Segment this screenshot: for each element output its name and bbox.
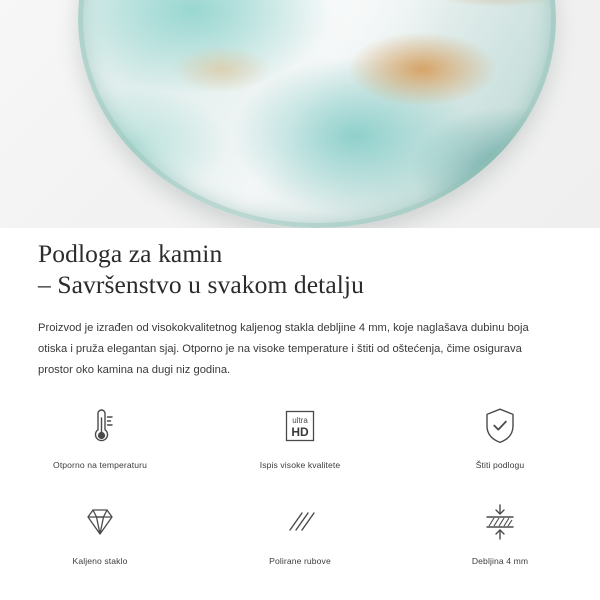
feature-thickness bbox=[400, 494, 600, 566]
svg-text:ultra: ultra bbox=[292, 416, 308, 425]
feature-row-2 bbox=[0, 494, 600, 566]
feature-label: Ispis visoke kvalitete bbox=[259, 460, 341, 470]
feature-row-1 bbox=[0, 398, 600, 470]
feature-label: Otporno na temperaturu bbox=[53, 460, 147, 470]
page-title bbox=[0, 228, 600, 300]
thermometer-icon bbox=[76, 404, 124, 448]
feature-label: Kaljeno staklo bbox=[72, 556, 128, 566]
text-content bbox=[0, 228, 600, 381]
headline-line-2: – Savršenstvo u svakom detalju bbox=[38, 270, 364, 299]
feature-label: Debljina 4 mm bbox=[471, 556, 529, 566]
feature-polished-edges bbox=[200, 494, 400, 566]
feature-label: Štiti podlogu bbox=[475, 460, 525, 470]
ultra-hd-icon bbox=[276, 404, 324, 448]
headline-line-1: Podloga za kamin bbox=[38, 239, 223, 268]
product-description: Proizvod je izrađen od visokokvalitetnog kaljenog stakla debljine 4 mm, koje naglašava dubinu boja otiska i pruža elegantan sjaj. Otporno je na visoke temperature i štiti od oštećenja, čime osigurava prostor oko kamina na dugi niz godina. bbox=[38, 322, 529, 376]
feature-protects-surface bbox=[400, 398, 600, 470]
shield-check-icon bbox=[476, 404, 524, 448]
diamond-icon bbox=[76, 500, 124, 544]
feature-temperature-resistant bbox=[0, 398, 200, 470]
polished-edges-icon bbox=[276, 500, 324, 544]
thickness-arrows-icon bbox=[476, 500, 524, 544]
feature-tempered-glass bbox=[0, 494, 200, 566]
feature-list bbox=[0, 398, 600, 566]
hero-image bbox=[0, 0, 600, 228]
feature-high-quality-print bbox=[200, 398, 400, 470]
feature-label: Polirane rubove bbox=[269, 556, 331, 566]
svg-text:HD: HD bbox=[291, 425, 309, 439]
